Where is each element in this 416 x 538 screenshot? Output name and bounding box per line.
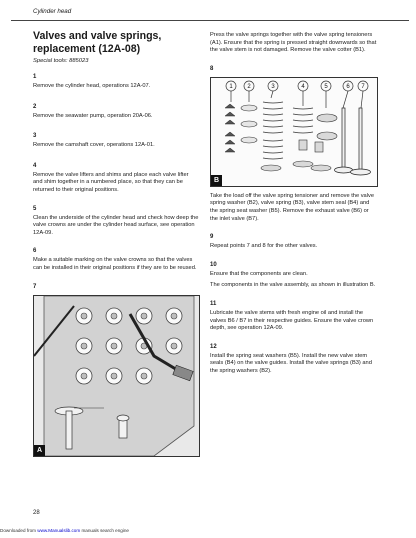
step-text: Make a suitable marking on the valve crowns so that the valves can be installed in their original positions if they are to be reused. <box>33 257 197 271</box>
figure-label-b: B <box>211 175 222 186</box>
callout-5: 5 <box>324 83 328 90</box>
left-column <box>33 30 199 457</box>
step-number: 8 <box>210 65 214 72</box>
callout-3: 3 <box>271 83 275 90</box>
step-number: 1 <box>33 74 37 80</box>
step-number: 9 <box>210 234 214 241</box>
footer-prefix: Downloaded from <box>0 528 38 533</box>
callout-7: 7 <box>361 83 365 90</box>
page-title <box>33 30 199 55</box>
intro-text: Press the valve springs together with the valve spring tensioners (A1). Ensure that the spring is pressed straight downwards so that the valve stem is not damaged. Remove the valve cotter (B1). <box>210 32 377 54</box>
step-number: 10 <box>210 261 217 268</box>
callout-4: 4 <box>301 83 305 90</box>
step-number: 11 <box>210 300 217 307</box>
step-number: 6 <box>33 248 37 255</box>
running-header <box>11 8 409 21</box>
figure-label-a: A <box>34 445 45 456</box>
step-number: 3 <box>33 133 37 140</box>
figure-a <box>33 295 200 457</box>
right-column <box>210 30 378 376</box>
step-text: Remove the camshaft cover, operations 12A-01. <box>33 142 155 149</box>
figure-b <box>210 77 378 187</box>
step-number: 12 <box>210 343 217 350</box>
footer-link[interactable]: www.Manualslib.com <box>37 528 81 533</box>
cylinder-head-illustration <box>34 296 199 456</box>
valve-components-illustration <box>211 78 377 186</box>
step-text: Repeat points 7 and 8 for the other valves. <box>210 243 318 250</box>
step-text: Remove the valve lifters and shims and place each valve lifter and shim together in a numbered place, so that they can be returned to their original positions. <box>33 171 189 193</box>
callout-1: 1 <box>229 83 233 90</box>
special-tools: Special tools: 885023 <box>33 58 89 64</box>
step-text: Install the spring seat washers (B5). Install the new valve stem seals (B4) on the valve guides. Install the valve springs (B3) and the spring washers (B2). <box>210 352 372 374</box>
title-line-1: Valves and valve springs, <box>33 30 162 42</box>
step-text: The components in the valve assembly, as shown in illustration B. <box>210 282 376 289</box>
page-number: 28 <box>33 510 40 516</box>
step-text: Clean the underside of the cylinder head and check how deep the valve crowns are under the cylinder head surface, see operation 12A-09. <box>33 214 199 236</box>
section-title: Cylinder head <box>33 8 72 15</box>
callout-2: 2 <box>247 83 251 90</box>
callout-6: 6 <box>346 83 350 90</box>
step-number: 2 <box>33 103 37 110</box>
step-text: Remove the cylinder head, operations 12A-07. <box>33 83 151 89</box>
step-number: 4 <box>33 162 37 169</box>
download-footer <box>0 528 416 533</box>
step-number: 5 <box>33 205 37 212</box>
title-line-2: replacement (12A-08) <box>33 42 141 55</box>
step-text: Take the load off the valve spring tensioner and remove the valve spring washer (B2), valve spring (B3), valve stem seal (B4) and the spring seat washer (B5). Remove the exhaust valve (B6) or the inlet valve (B7). <box>210 192 374 222</box>
step-text: Ensure that the components are clean. <box>210 270 308 277</box>
footer-suffix: manuals search engine <box>80 528 129 533</box>
step-number: 7 <box>33 283 37 290</box>
step-text: Lubricate the valve stems with fresh engine oil and install the valves B6 / B7 in their respective guides. Ensure the valve crown depth, see operation 12A-09. <box>210 309 374 332</box>
step-text: Remove the seawater pump, operation 20A-06. <box>33 112 153 119</box>
